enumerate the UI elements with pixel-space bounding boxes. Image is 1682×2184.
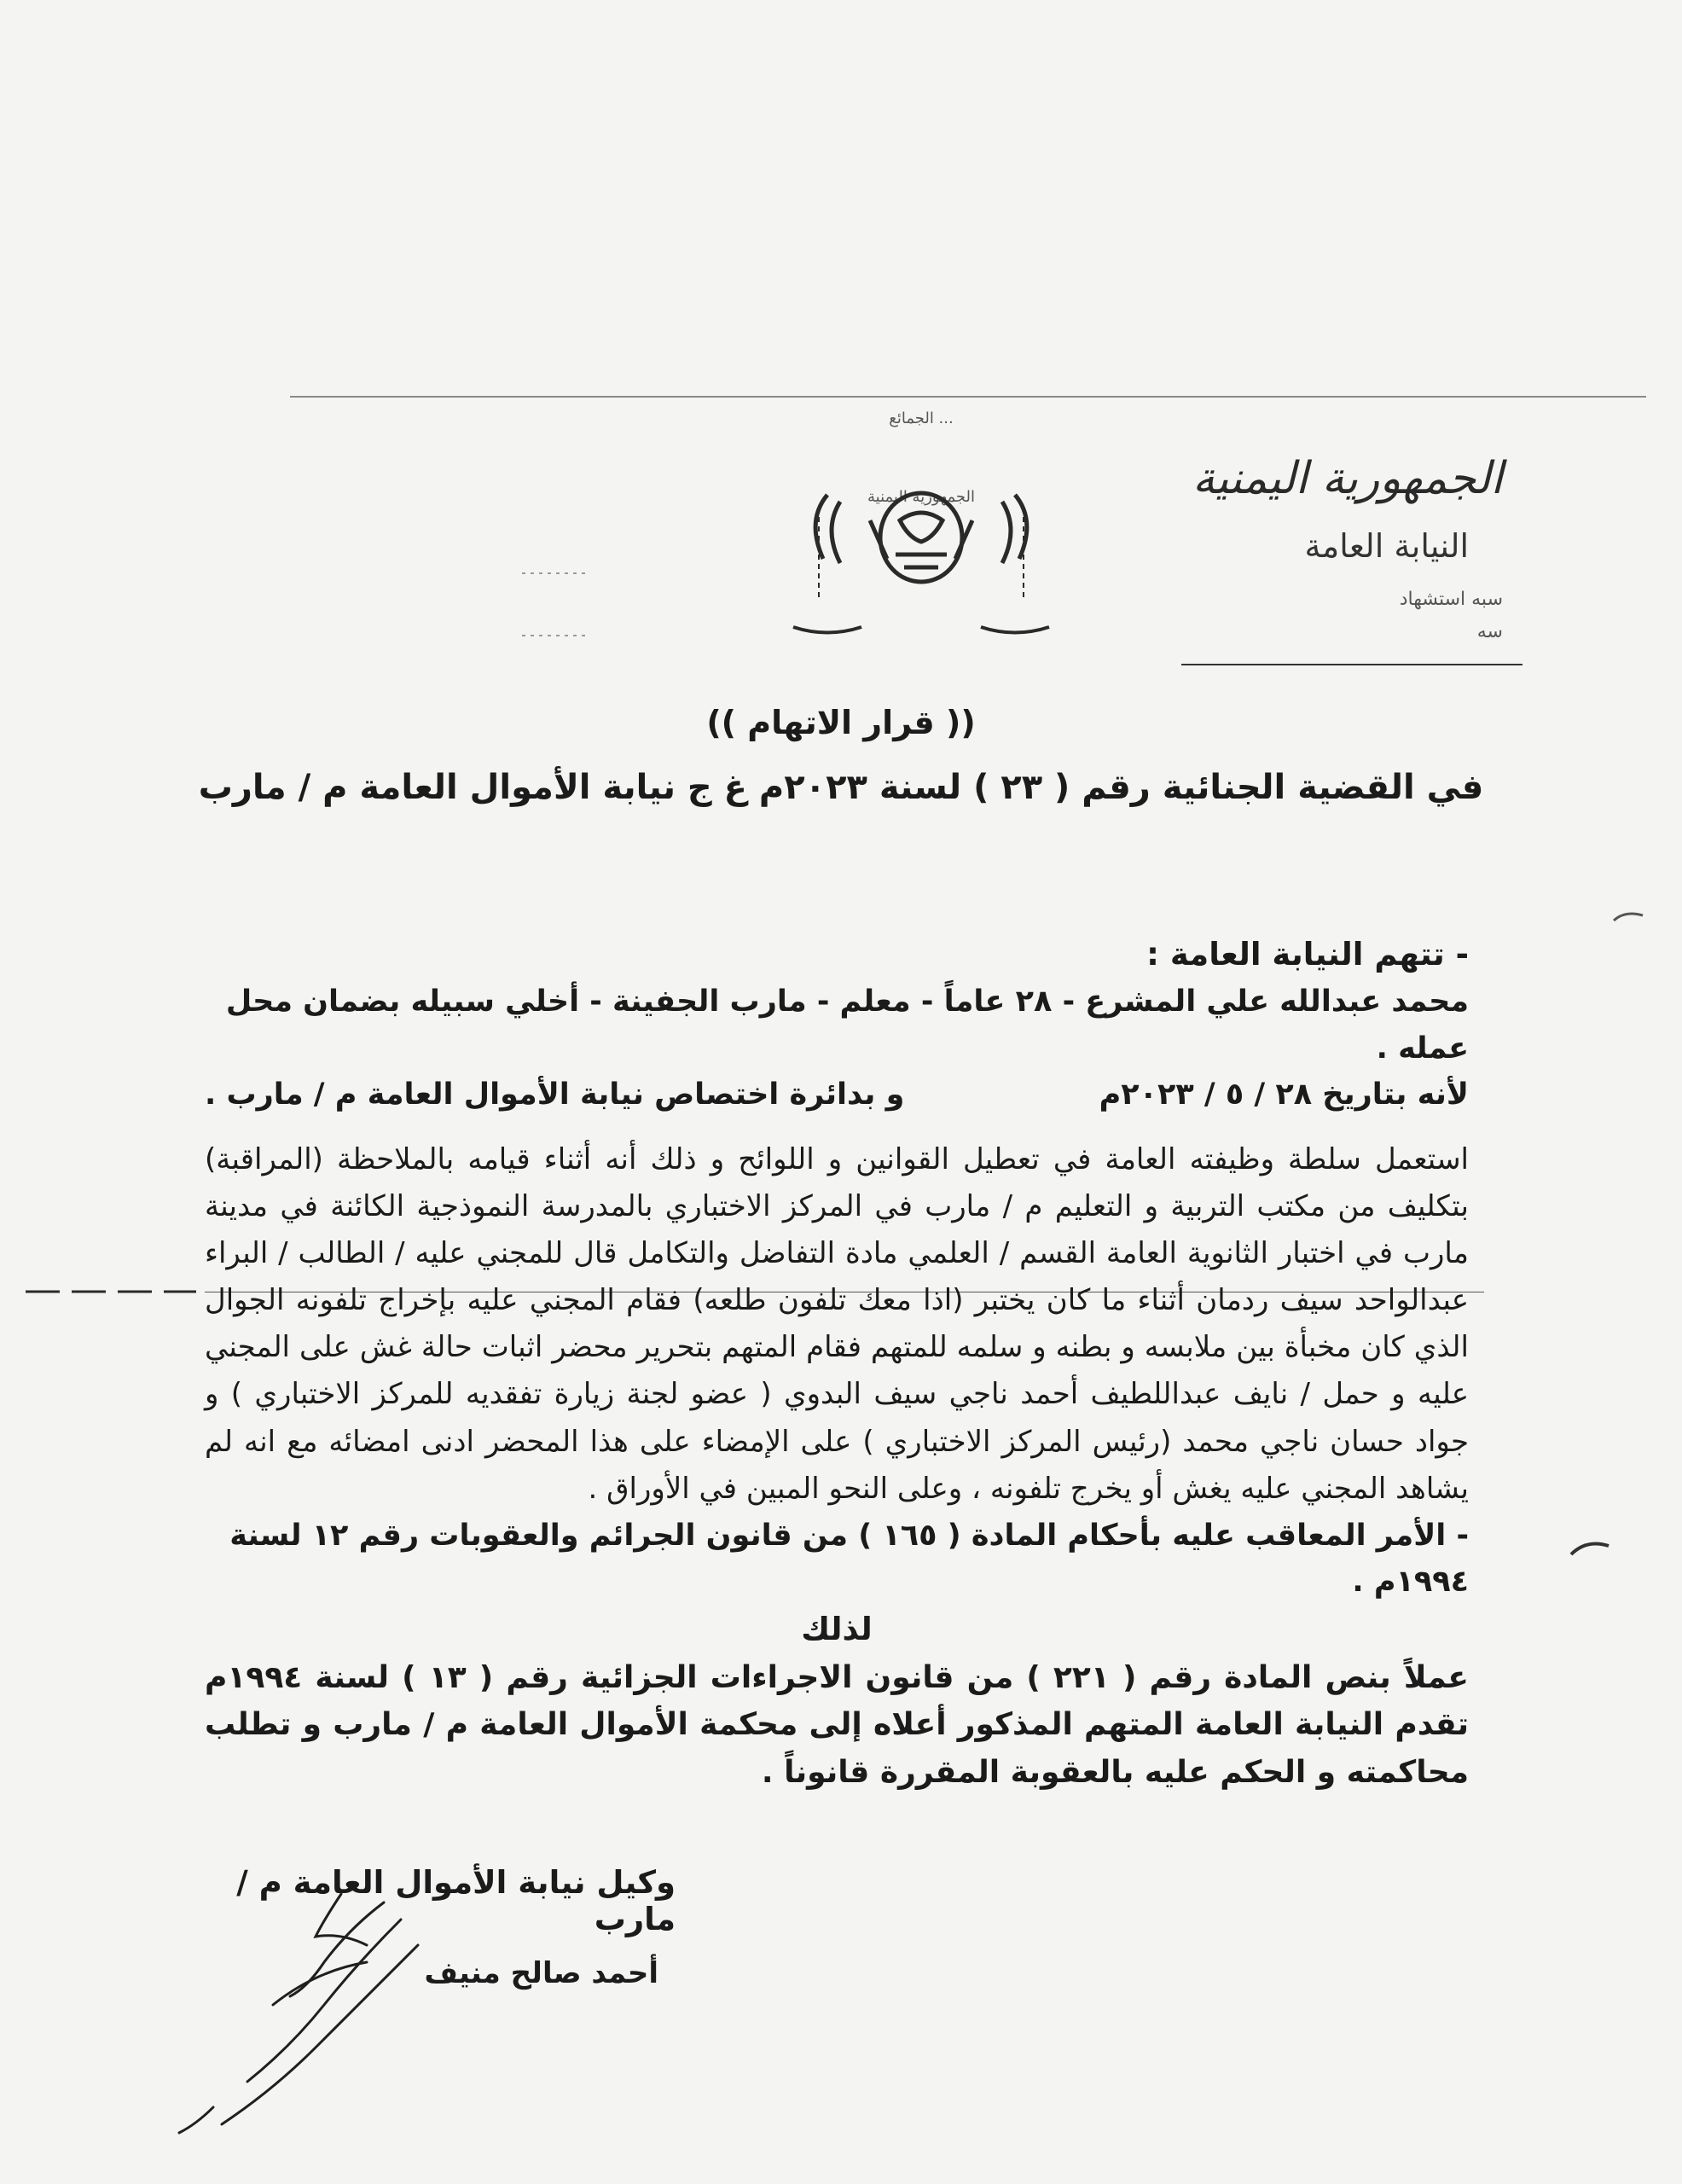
penal-article: - الأمر المعاقب عليه بأحكام المادة ( ١٦٥ ) من قانون الجرائم والعقوبات رقم ١٢ لسنة ١٩٩٤م . — [229, 1518, 1469, 1599]
margin-mark-2 — [1569, 1536, 1612, 1561]
signer-title: وكيل نيابة الأموال العامة م / مارب — [236, 1864, 676, 1937]
scan-dash-mark — [26, 1290, 196, 1293]
prosecution-request: عملاً بنص المادة رقم ( ٢٢١ ) من قانون الاجراءات الجزائية رقم ( ١٣ ) لسنة ١٩٩٤م تقدم النيابة العامة المتهم المذكور أعلاه إلى محكمة الأموال العامة م / مارب و تطلب محاكمته و الحكم عليه بالعقوبة المقررة قانوناً . — [205, 1659, 1469, 1791]
eagle-emblem-icon — [759, 410, 1083, 648]
case-facts: استعمل سلطة وظيفته العامة في تعطيل القوانين و اللوائح و ذلك أنه أثناء قيامه بالملاحظة (المراقبة) بتكليف من مكتب التربية و التعليم م / مارب في المركز الاختباري بالمدرسة النموذجية الكائنة في مدينة مارب في اختبار الثانوية العامة القسم / العلمي مادة التفاضل والتكامل قال للمجني عليه / الطالب / البراء عبدالواحد سيف ردمان أثناء ما كان يختبر (اذا معك تلفون طلعه) فقام المجني عليه بإخراج تلفونه الجوال الذي كان مخبأة بين ملابسه و بطنه و سلمه للمتهم فقام المتهم بتحرير محضر اثبات حالة غش على المجني عليه و حمل / نايف عبداللطيف أحمد ناجي سيف البدوي ( عضو لجنة زيارة تفقديه للمركز الاختباري ) و جواد حسان ناجي محمد (رئيس المركز الاختباري ) على الإمضاء على هذا المحضر ادنى امضائه مع انه لم يشاهد المجني عليه يغش أو يخرج تلفونه ، وعلى النحو المبين في الأوراق . — [205, 1142, 1469, 1506]
state-emblem — [759, 410, 1083, 648]
case-title: في القضية الجنائية رقم ( ٢٣ ) لسنة ٢٠٢٣م غ ج نيابة الأموال العامة م / مارب — [198, 768, 1484, 807]
faint-line-icon — [520, 566, 589, 578]
header-authority-block — [1136, 452, 1503, 648]
faint-line-icon — [520, 629, 589, 641]
emblem-caption: الجمهورية اليمنية — [867, 488, 976, 506]
reference-label-2: سه — [1476, 620, 1503, 642]
header-underline — [1181, 664, 1522, 665]
accused-details: محمد عبدالله علي المشرع - ٢٨ عاماً - معلم - مارب الجفينة - أخلي سبيله بضمان محل عمله . — [225, 985, 1469, 1066]
signer-name: أحمد صالح منيف — [424, 1956, 658, 1990]
incident-date: لأنه بتاريخ ٢٨ / ٥ / ٢٠٢٣م — [1099, 1077, 1469, 1112]
margin-mark-1 — [1612, 909, 1646, 926]
decision-title: (( قرار الاتهام )) — [706, 704, 976, 741]
therefore-heading: لذلك — [801, 1611, 873, 1648]
faint-mark-2 — [520, 627, 589, 645]
authority-name: النيابة العامة — [1304, 527, 1469, 566]
emblem-top-text: ... الجمائع — [889, 410, 954, 427]
country-name: الجمهورية اليمنية — [1192, 453, 1503, 504]
handwritten-signature — [145, 1868, 503, 2150]
reference-labels — [1136, 584, 1503, 648]
date-line — [205, 1072, 1469, 1118]
faint-mark-1 — [520, 565, 589, 583]
top-rule — [290, 396, 1646, 398]
document-body — [205, 930, 1469, 1797]
reference-label-1: سبه استشهاد — [1399, 589, 1503, 611]
jurisdiction: و بدائرة اختصاص نيابة الأموال العامة م / مارب . — [205, 1077, 905, 1112]
accusation-heading: - تتهم النيابة العامة : — [1146, 936, 1469, 973]
